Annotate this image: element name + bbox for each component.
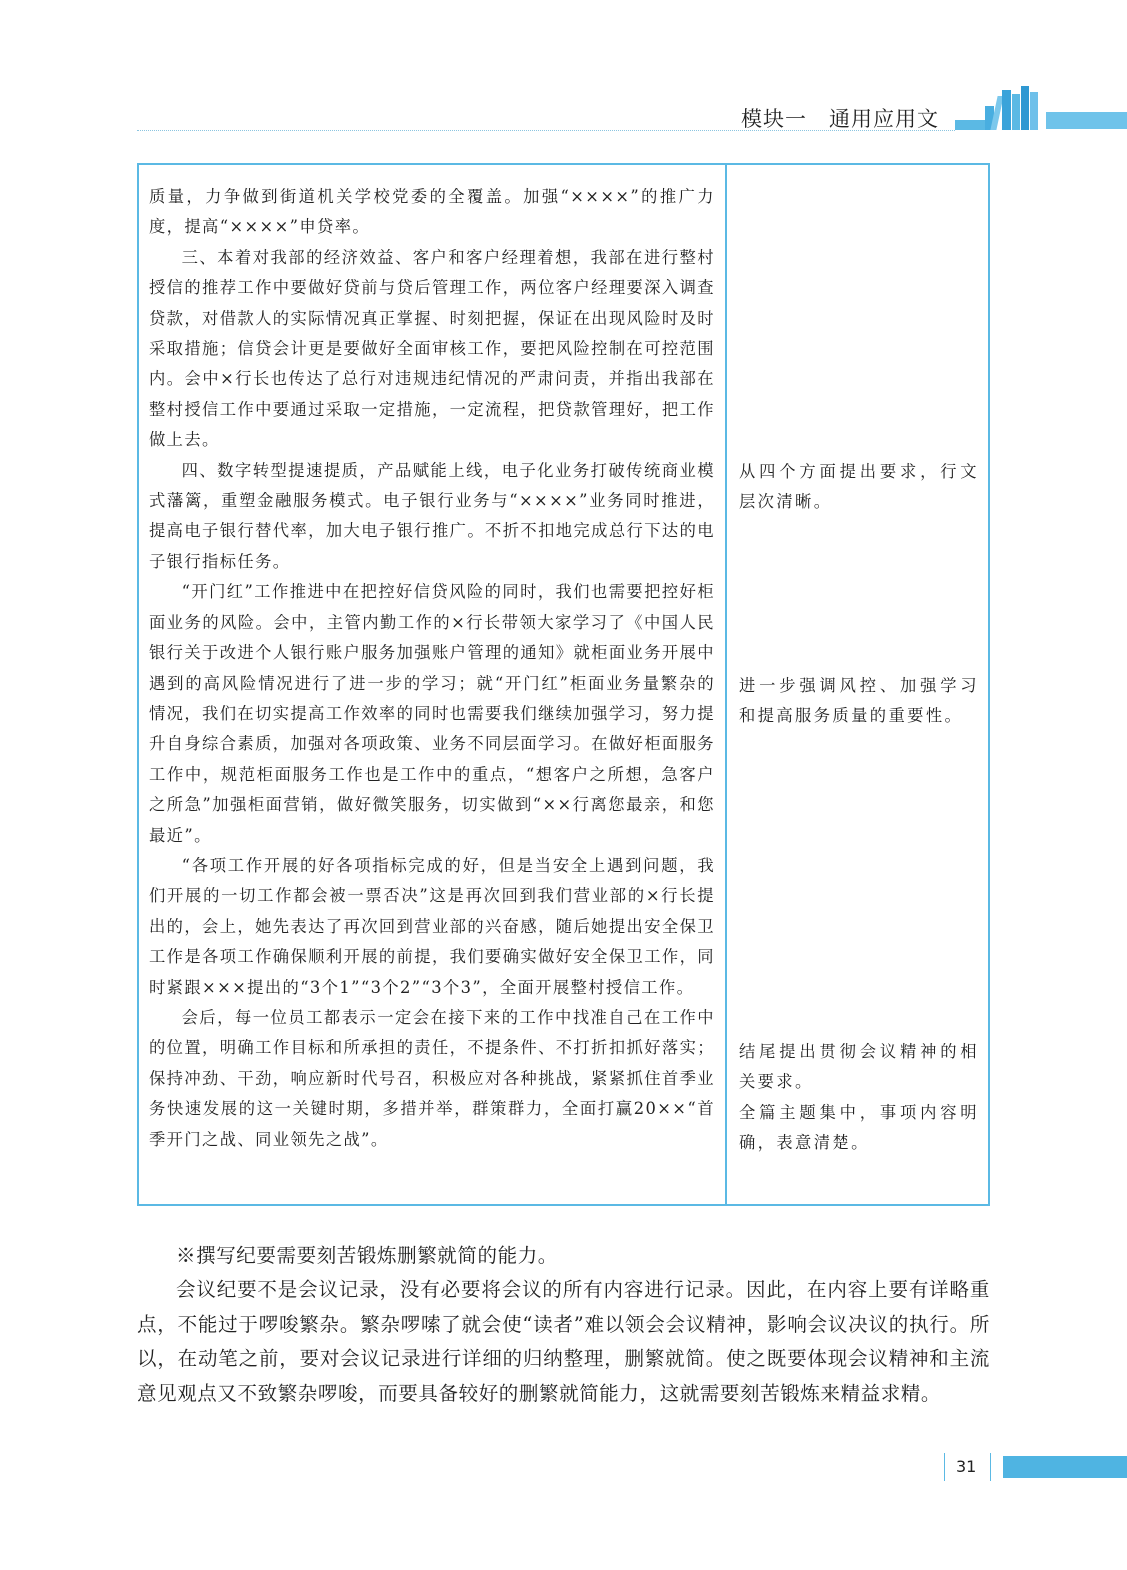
header-rule: [137, 130, 955, 131]
footer-accent-bar: [1003, 1456, 1127, 1478]
main-paragraph-1: 质量，力争做到街道机关学校党委的全覆盖。加强“××××”的推广力度，提高“××××”申贷率。: [149, 187, 715, 237]
main-paragraph-3: 四、数字转型提速提质，产品赋能上线，电子化业务打破传统商业模式藩篱，重塑金融服务模式。电子银行业务与“××××”业务同时推进，提高电子银行替代率，加大电子银行推广。不折不扣地完成总行下达的电子银行指标任务。: [149, 460, 715, 571]
note-summary: 全篇主题集中，事项内容明确，表意清楚。: [739, 1103, 979, 1153]
header-accent-bar: [1046, 112, 1127, 129]
body-paragraph-2: 会议纪要不是会议记录，没有必要将会议的所有内容进行记录。因此，在内容上要有详略重点，不能过于啰唆繁杂。繁杂啰嗦了就会使“读者”难以领会会议精神，影响会议决议的执行。所以，在动笔之前，要对会议记录进行详细的归纳整理，删繁就简。使之既要体现会议精神和主流意见观点又不致繁杂啰唆，而要具备较好的删繁就简能力，这就需要刻苦锻炼来精益求精。: [137, 1278, 990, 1405]
page-number-divider-right: [990, 1453, 991, 1481]
main-paragraph-4: “开门红”工作推进中在把控好信贷风险的同时，我们也需要把控好柜面业务的风险。会中，主管内勤工作的×行长带领大家学习了《中国人民银行关于改进个人银行账户服务加强账户管理的通知》就柜面业务开展中遇到的高风险情况进行了进一步的学习；就“开门红”柜面业务量繁杂的情况，我们在切实提高工作效率的同时也需要我们继续加强学习，努力提升自身综合素质，加强对各项政策、业务不同层面学习。在做好柜面服务工作中，规范柜面服务工作也是工作中的重点，“想客户之所想，急客户之所急”加强柜面营销，做好微笑服务，切实做到“××行离您最亲，和您最近”。: [149, 582, 715, 845]
table-main-column: [149, 182, 715, 1155]
running-header: [741, 103, 939, 133]
main-paragraph-6: 会后，每一位员工都表示一定会在接下来的工作中找准自己在工作中的位置，明确工作目标和所承担的责任，不提条件、不打折扣抓好落实；保持冲劲、干劲，响应新时代号召，积极应对各种挑战，紧紧抓住首季业务快速发展的这一关键时期，多措并举，群策群力，全面打赢20××“首季开门之战、同业领先之战”。: [149, 1007, 715, 1149]
main-paragraph-5: “各项工作开展的好各项指标完成的好，但是当安全上遇到问题，我们开展的一切工作都会被一票否决”这是再次回到我们营业部的×行长提出的，会上，她先表达了再次回到营业部的兴奋感，随后她提出安全保卫工作是各项工作确保顺利开展的前提，我们要确实做好安全保卫工作，同时紧跟×××提出的“3个1”“3个2”“3个3”，全面开展整村授信工作。: [149, 855, 715, 997]
module-title: 通用应用文: [829, 107, 939, 131]
page-number-divider-left: [944, 1453, 945, 1481]
note-structure: 从四个方面提出要求，行文层次清晰。: [739, 462, 979, 512]
note-ending: 结尾提出贯彻会议精神的相关要求。: [739, 1042, 979, 1092]
module-label: 模块一: [741, 107, 807, 131]
table-column-divider: [725, 163, 727, 1206]
body-text: [137, 1239, 990, 1411]
main-paragraph-2: 三、本着对我部的经济效益、客户和客户经理着想，我部在进行整村授信的推荐工作中要做好贷前与贷后管理工作，两位客户经理要深入调查贷款，对借款人的实际情况真正掌握、时刻把握，保证在出现风险时及时采取措施；信贷会计更是要做好全面审核工作，要把风险控制在可控范围内。会中×行长也传达了总行对违规违纪情况的严肃问责，并指出我部在整村授信工作中要通过采取一定措施，一定流程，把贷款管理好，把工作做上去。: [149, 247, 715, 450]
page-number: 31: [956, 1457, 977, 1476]
note-risk-control: 进一步强调风控、加强学习和提高服务质量的重要性。: [739, 676, 979, 726]
books-graphic-icon: [955, 84, 1045, 130]
body-paragraph-1: ※撰写纪要需要刻苦锻炼删繁就简的能力。: [176, 1244, 558, 1267]
